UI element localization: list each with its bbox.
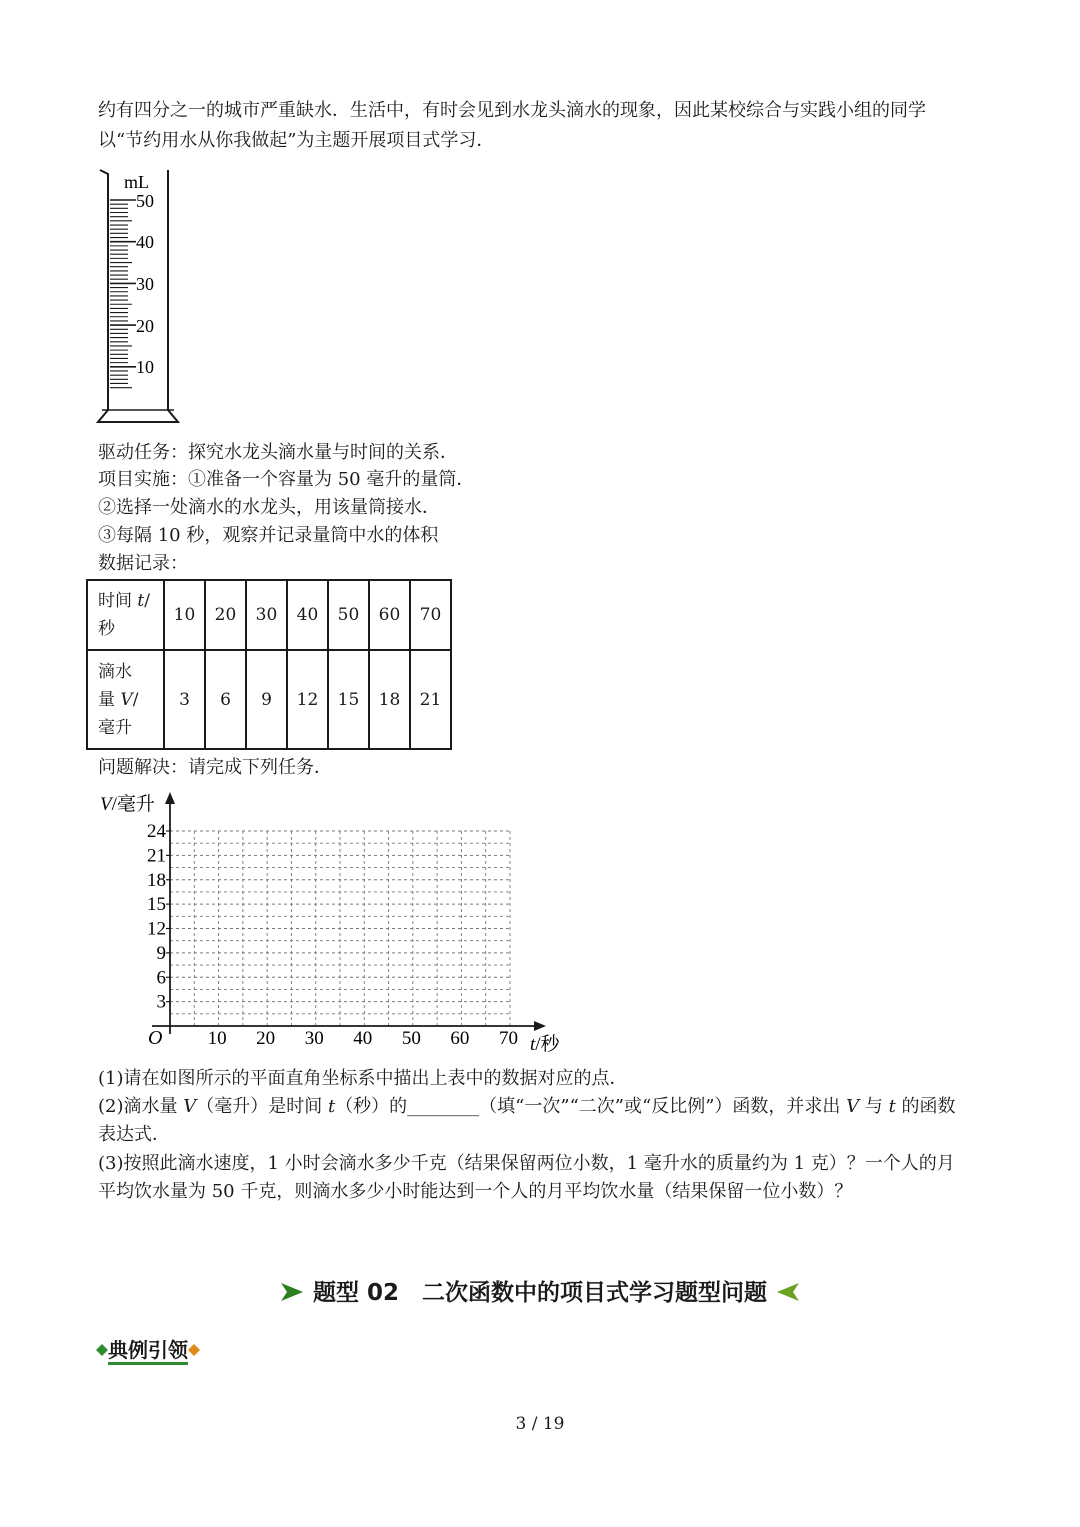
task-step3: ③每隔 10 秒，观察并记录量筒中水的体积 [98,525,439,546]
chart-axes [152,792,546,1034]
table-row-time [87,580,451,650]
table-cell: 3 [164,650,205,749]
intro-line-1: 约有四分之一的城市严重缺水．生活中，有时会见到水龙头滴水的现象，因此某校综合与实践小组的同学 [98,100,926,121]
cylinder-label-30: 30 [136,274,154,294]
table-cell: 9 [246,650,287,749]
table-cell: 50 [328,580,369,650]
y-tick-label: 21 [147,845,166,867]
task-drive: 驱动任务：探究水龙头滴水量与时间的关系． [98,442,458,463]
question-1: (1)请在如图所示的平面直角坐标系中描出上表中的数据对应的点． [98,1068,628,1089]
x-tick-label: 70 [499,1028,518,1049]
intro-line-2: 以“节约用水从你我做起”为主题开展项目式学习． [98,130,495,151]
task-impl: 项目实施：①准备一个容量为 50 毫升的量筒． [98,469,475,490]
arrow-right-icon [279,1281,305,1303]
table-cell: 30 [246,580,287,650]
table-cell: 10 [164,580,205,650]
cylinder-unit-label: mL [124,172,149,192]
table-row-volume [87,650,451,749]
question-3-line-2: 平均饮水量为 50 千克，则滴水多少小时能达到一个人的月平均饮水量（结果保留一位小数）？ [98,1181,853,1202]
graduated-cylinder [94,166,184,428]
table-cell: 6 [205,650,246,749]
coordinate-grid-chart [90,786,580,1058]
table-header-volume: 滴水 量 V/ 毫升 [87,650,164,749]
y-axis-ticks [147,821,170,1013]
question-2-line-1: (2)滴水量 V（毫升）是时间 t（秒）的________（填“一次”“二次”或“反比例”）函数，并求出 V 与 t 的函数 [98,1096,956,1117]
x-axis-label: t/秒 [530,1034,560,1055]
page-number: 3 / 19 [515,1414,565,1434]
table-cell: 21 [410,650,451,749]
cylinder-ticks [110,200,136,388]
subheading-label: 典例引领 [108,1338,188,1365]
x-tick-label: 40 [353,1028,373,1049]
y-tick-label: 15 [147,894,166,916]
table-cell: 18 [369,650,410,749]
table-header-time: 时间 t/ 秒 [87,580,164,650]
section-heading [0,1274,1080,1307]
x-tick-label: 10 [207,1028,227,1049]
x-tick-label: 50 [401,1028,421,1049]
table-cell: 70 [410,580,451,650]
question-2-line-2: 表达式． [98,1124,170,1145]
x-tick-label: 60 [450,1028,470,1049]
cylinder-label-20: 20 [136,316,154,336]
y-tick-label: 3 [156,991,166,1013]
table-cell: 20 [205,580,246,650]
y-axis-label: V/毫升 [100,794,155,815]
data-table [86,579,452,750]
diamond-icon [96,1344,108,1356]
y-tick-label: 18 [147,869,166,891]
table-cell: 12 [287,650,328,749]
cylinder-label-10: 10 [136,357,154,377]
diamond-icon [188,1344,200,1356]
table-cell: 40 [287,580,328,650]
subheading [96,1334,200,1363]
y-tick-label: 12 [147,918,166,940]
task-record: 数据记录： [98,553,188,574]
task-step2: ②选择一处滴水的水龙头，用该量筒接水． [98,497,440,518]
table-cell: 15 [328,650,369,749]
x-tick-label: 20 [256,1028,276,1049]
y-tick-label: 24 [147,821,166,842]
arrow-left-icon [775,1281,801,1303]
y-tick-label: 6 [156,967,166,989]
x-tick-label: 30 [304,1028,324,1049]
cylinder-label-50: 50 [136,191,154,211]
section-title: 题型 02 二次函数中的项目式学习题型问题 [312,1280,767,1306]
chart-grid [170,831,510,1026]
solve-heading: 问题解决：请完成下列任务． [98,757,332,778]
x-axis-ticks [208,1028,518,1049]
y-tick-label: 9 [156,942,166,964]
table-cell: 60 [369,580,410,650]
origin-label: O [148,1027,163,1049]
question-3-line-1: (3)按照此滴水速度，1 小时会滴水多少千克（结果保留两位小数，1 毫升水的质量约为 1 克）？一个人的月 [98,1153,955,1174]
cylinder-label-40: 40 [136,232,154,252]
